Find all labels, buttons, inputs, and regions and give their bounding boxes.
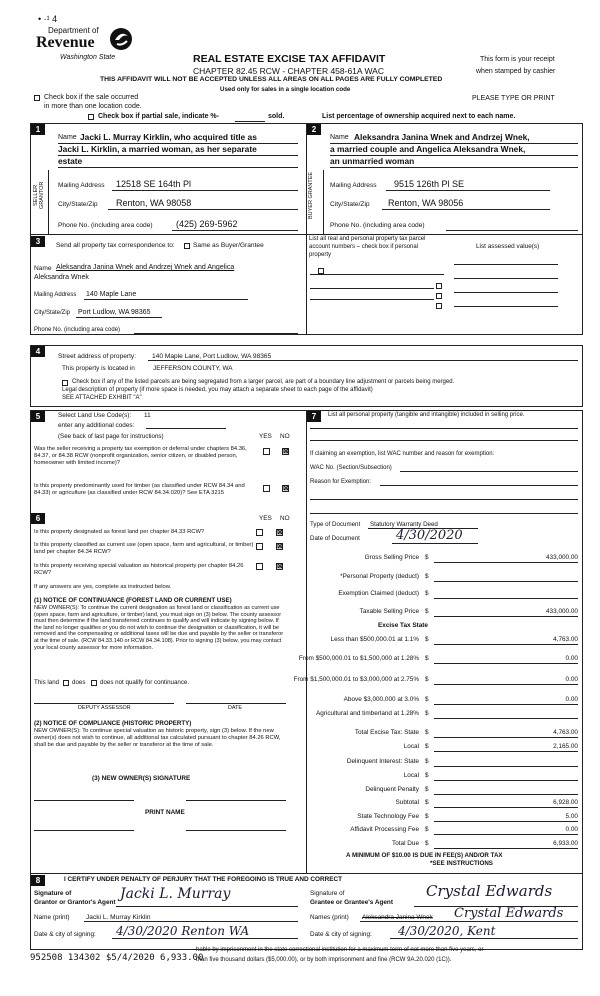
section-6-number: 6 xyxy=(31,513,45,524)
see-attached: SEE ATTACHED EXHIBIT "A" xyxy=(62,395,142,401)
buyer-name-label: Name xyxy=(330,134,349,141)
tax-row-line xyxy=(434,598,578,599)
tax-row-label: Local xyxy=(403,772,419,779)
tax-row-currency: $ xyxy=(425,758,429,765)
grantor-name[interactable]: Jacki L. Murray Kirklin xyxy=(86,914,151,921)
tax-row-line xyxy=(434,751,578,752)
partial-sale-sold: sold. xyxy=(268,113,285,120)
grantee-date[interactable]: 4/30/2020, Kent xyxy=(398,924,496,938)
multi-location-label-2: in more than one location code. xyxy=(44,103,142,110)
buyer-city[interactable]: Renton, WA 98056 xyxy=(388,198,464,208)
s6-q2-yes[interactable] xyxy=(256,543,263,550)
s5-q2-no[interactable]: ⊠ xyxy=(283,485,289,492)
dept-swirl-icon xyxy=(108,26,134,52)
tax-row-label: Agricultural and timberland at 1.28% xyxy=(315,710,419,717)
buyer-mailing-label: Mailing Address xyxy=(330,182,377,189)
seller-name-label: Name xyxy=(58,134,77,141)
parcel-header-1: List all real and personal property tax parcel xyxy=(309,236,426,242)
receipt-note-1: This form is your receipt xyxy=(480,56,555,63)
tax-row-line xyxy=(434,848,578,849)
s6-q4: If any answers are yes, complete as instructed below. xyxy=(34,584,172,590)
buyer-name-line3[interactable]: an unmarried woman xyxy=(330,156,415,166)
tax-row-label: Affidavit Processing Fee xyxy=(350,826,419,833)
section-2-number: 2 xyxy=(307,124,321,135)
grantee-sig-label-2: Grantee or Grantee's Agent xyxy=(310,899,393,906)
minimum-note-1: A MINIMUM OF $10.00 IS DUE IN FEE(S) AND/OR TAX xyxy=(346,852,503,859)
deputy-assessor-label: DEPUTY ASSESSOR xyxy=(78,705,131,711)
continuance-title: (1) NOTICE OF CONTINUANCE (FOREST LAND OR CURRENT USE) xyxy=(34,597,232,604)
s6-q1-yes[interactable] xyxy=(256,529,263,536)
tax-row-currency: $ xyxy=(425,710,429,717)
seller-side-label: SELLER GRANTOR xyxy=(33,181,45,209)
receipt-note-2: when stamped by cashier xyxy=(476,68,556,75)
tax-row-label: Gross Selling Price xyxy=(364,554,419,561)
multi-location-checkbox[interactable] xyxy=(34,95,40,101)
wac-no-label: WAC No. (Section/Subsection) xyxy=(310,465,392,471)
seller-phone[interactable]: (425) 269-5962 xyxy=(176,219,238,229)
tax-row-label: Less than $500,000.01 at 1.1% xyxy=(330,636,419,643)
parcel-checkbox-4[interactable] xyxy=(436,303,442,309)
tax-row-line xyxy=(434,766,578,767)
compliance-text: NEW OWNER(S): To continue special valuation as historic property, sign (3) below. If the new owner(s) does not wish to continue, all additional tax calculated pursuant to chapter 84.26 RCW, shall be due and payable by the seller or transferor at the time of sale. xyxy=(34,728,281,748)
parcel-checkbox-2[interactable] xyxy=(436,283,442,289)
tax-row-currency: $ xyxy=(425,573,429,580)
s5-q2-yes[interactable] xyxy=(263,485,270,492)
segregation-text: Check box if any of the listed parcels are being segregated from a larger parcel, are part of a boundary line adjustment or parcels being merged. xyxy=(72,379,455,385)
tax-row-line xyxy=(434,834,578,835)
tax-row-line xyxy=(434,663,578,664)
tax-row-value[interactable]: 5.00 xyxy=(565,813,578,820)
type-or-print: PLEASE TYPE OR PRINT xyxy=(472,95,555,102)
s6-q2-no[interactable]: ⊠ xyxy=(277,543,283,550)
tax-row-line xyxy=(434,807,578,808)
seller-city-label: City/State/Zip xyxy=(58,201,98,208)
s5-q1-yes[interactable] xyxy=(263,448,270,455)
buyer-phone-label: Phone No. (including area code) xyxy=(330,222,425,229)
does-not-checkbox[interactable] xyxy=(91,680,97,686)
dept-logo xyxy=(36,14,156,66)
grantee-name-struck: Aleksandra Janina Wnek xyxy=(362,914,433,921)
tax-row-value[interactable]: 0.00 xyxy=(565,655,578,662)
grantor-date-label: Date & city of signing: xyxy=(34,931,96,938)
grantee-sig-label-1: Signature of xyxy=(310,890,345,897)
logo-mark-dots: • ·¹ 4 xyxy=(38,14,58,24)
tax-row-currency: $ xyxy=(425,743,429,750)
doc-date-label: Date of Document xyxy=(310,535,360,542)
tax-row-label: Subtotal xyxy=(395,799,419,806)
ownership-pct-note: List percentage of ownership acquired next to each name. xyxy=(322,113,516,120)
corr-mailing[interactable]: 140 Maple Lane xyxy=(86,291,137,298)
reason-label: Reason for Exemption: xyxy=(310,479,372,485)
grantor-signature[interactable]: Jacki L. Murray xyxy=(120,886,231,902)
parcel-header-3: property xyxy=(309,252,332,258)
s5-yes-header: YES xyxy=(259,433,272,440)
tax-row-line xyxy=(434,562,578,563)
print-name-label: PRINT NAME xyxy=(145,809,185,816)
wac-claim-label: If claiming an exemption, list WAC number and reason for exemption: xyxy=(310,451,495,457)
same-as-buyer-label: Same as Buyer/Grantee xyxy=(193,242,264,249)
see-back-note: (See back of last page for instructions) xyxy=(58,433,164,440)
tax-row-label: Exemption Claimed (deduct) xyxy=(338,590,419,597)
partial-sale-label: Check box if partial sale, indicate %- xyxy=(98,113,219,120)
seller-city[interactable]: Renton, WA 98058 xyxy=(116,198,192,208)
s5-q1: Was the seller receiving a property tax exemption or deferral under chapters 84.36, 84.37, or 84.38 RCW (nonprofit organization, senior citizen, or disabled person, homeowner with limited income)? xyxy=(34,446,247,466)
grantor-date[interactable]: 4/30/2020 Renton WA xyxy=(116,924,250,938)
tax-row-label: Total Excise Tax: State xyxy=(354,729,419,736)
buyer-mailing[interactable]: 9515 126th Pl SE xyxy=(394,179,465,189)
compliance-title: (2) NOTICE OF COMPLIANCE (HISTORIC PROPERTY) xyxy=(34,720,192,727)
doc-type-value[interactable]: Statutory Warranty Deed xyxy=(370,521,438,528)
s6-no-header: NO xyxy=(280,515,290,522)
section-3-number: 3 xyxy=(31,236,45,247)
perjury-text-1: hable by imprisonment in the state correctional institution for a maximum term of not more than five years, or xyxy=(196,947,484,953)
section-1-number: 1 xyxy=(31,124,45,135)
s6-q1-no[interactable]: ⊠ xyxy=(277,529,283,536)
parcel-checkbox-3[interactable] xyxy=(436,293,442,299)
segregation-checkbox[interactable] xyxy=(62,380,68,386)
grantee-signature[interactable]: Crystal Edwards xyxy=(426,882,553,900)
tax-row-value[interactable]: 433,000.00 xyxy=(546,608,578,615)
corr-city-label: City/State/Zip xyxy=(34,310,71,316)
deputy-date-label: DATE xyxy=(228,705,242,711)
does-checkbox[interactable] xyxy=(63,680,69,686)
tax-row-label: Total Due xyxy=(392,840,419,847)
personal-property-label: List all personal property (tangible and intangible) included in selling price. xyxy=(328,412,525,418)
tax-row-label: From $500,000.01 to $1,500,000 at 1.28% xyxy=(298,655,419,662)
section-7-number: 7 xyxy=(307,411,321,422)
tax-row-value[interactable]: 433,000.00 xyxy=(546,554,578,561)
tax-row-currency: $ xyxy=(425,772,429,779)
form-title: REAL ESTATE EXCISE TAX AFFIDAVIT xyxy=(193,53,386,65)
corr-city[interactable]: Port Ludlow, WA 98365 xyxy=(78,309,151,316)
buyer-side-label: BUYER GRANTEE xyxy=(308,171,314,219)
tax-row-line xyxy=(434,704,578,705)
grantee-name[interactable]: Crystal Edwards xyxy=(454,906,564,921)
multi-location-label-1: Check box if the sale occurred xyxy=(44,94,139,101)
tax-row-value[interactable]: 6,933.00 xyxy=(553,840,578,847)
tax-row-line xyxy=(434,794,578,795)
s6-q3-no[interactable]: ⊠ xyxy=(277,563,283,570)
s6-q3-yes[interactable] xyxy=(256,563,263,570)
send-correspondence-label: Send all property tax correspondence to: xyxy=(56,242,175,249)
corr-name-line1[interactable]: Aleksandra Janina Wnek and Andrzej Wnek and Angelica xyxy=(56,264,235,271)
seller-name-line3[interactable]: estate xyxy=(58,156,83,166)
dept-name: Revenue xyxy=(36,34,95,51)
s5-q1-no[interactable]: ⊠ xyxy=(283,448,289,455)
tax-row-value[interactable]: 6,928.00 xyxy=(553,799,578,806)
seller-mailing[interactable]: 12518 SE 164th Pl xyxy=(116,179,192,189)
tax-row-value[interactable]: 4,763.00 xyxy=(553,729,578,736)
certify-text: I CERTIFY UNDER PENALTY OF PERJURY THAT THE FOREGOING IS TRUE AND CORRECT xyxy=(64,876,343,883)
tax-row-value[interactable]: 0.00 xyxy=(565,696,578,703)
tax-row-currency: $ xyxy=(425,813,429,820)
tax-row-currency: $ xyxy=(425,676,429,683)
does-not-label: does not qualify for continuance. xyxy=(100,679,190,686)
tax-row-value[interactable]: 0.00 xyxy=(565,676,578,683)
s6-yes-header: YES xyxy=(259,515,272,522)
tax-row-line xyxy=(434,718,578,719)
dept-state: Washington State xyxy=(60,54,116,61)
tax-row-line xyxy=(434,616,578,617)
additional-codes-label: enter any additional codes: xyxy=(58,422,135,429)
this-land-label: This land xyxy=(34,679,60,686)
s6-q3: Is this property receiving special valuation as historical property per chapter 84.26 RCW? xyxy=(34,563,244,576)
tax-row-label: Taxable Selling Price xyxy=(359,608,419,615)
assessed-header: List assessed value(s) xyxy=(476,243,540,250)
tax-row-currency: $ xyxy=(425,590,429,597)
tax-row-currency: $ xyxy=(425,840,429,847)
new-owner-signature-title: (3) NEW OWNER(S) SIGNATURE xyxy=(92,775,191,782)
partial-sale-checkbox[interactable] xyxy=(88,114,94,120)
tax-row-label: Local xyxy=(403,743,419,750)
tax-row-line xyxy=(434,737,578,738)
tax-row-label: From $1,500,000.01 to $3,000,000 at 2.75% xyxy=(293,676,419,683)
s6-q2: Is this property classified as current use (open space, farm and agricultural, or timber) land per chapter 84.34 RCW? xyxy=(34,542,254,555)
located-in-label: This property is located in xyxy=(62,365,135,372)
land-use-code[interactable]: 11 xyxy=(144,412,151,419)
corr-phone-label: Phone No. (including area code) xyxy=(34,327,121,333)
legal-text: Legal description of property (if more space is needed, you may attach a separate sheet to each page of the affidavit) xyxy=(62,387,373,393)
grantee-date-label: Date & city of signing: xyxy=(310,931,372,938)
grantor-sig-label-2: Grantor or Grantor's Agent xyxy=(34,899,116,906)
tax-row-line xyxy=(434,821,578,822)
doc-type-label: Type of Document xyxy=(310,521,361,528)
section-8-number: 8 xyxy=(31,875,45,886)
parcel-header-2: account numbers – check box if personal xyxy=(309,244,419,250)
section-5-number: 5 xyxy=(31,411,45,422)
partial-sale-pct-line[interactable] xyxy=(235,121,265,122)
tax-row-value[interactable]: 2,165.00 xyxy=(553,743,578,750)
tax-row-currency: $ xyxy=(425,608,429,615)
doc-date-value[interactable]: 4/30/2020 xyxy=(396,528,463,543)
tax-row-label: Delinquent Interest: State xyxy=(346,758,419,765)
seller-name-line1[interactable]: Jacki L. Murray Kirklin, who acquired title as xyxy=(80,132,257,142)
single-location-text: Used only for sales in a single location code xyxy=(220,86,351,93)
tax-row-currency: $ xyxy=(425,826,429,833)
tax-row-currency: $ xyxy=(425,554,429,561)
corr-name-line2[interactable]: Aleksandra Wnek xyxy=(34,274,89,281)
minimum-note-2: *SEE INSTRUCTIONS xyxy=(430,860,493,867)
recording-stamp: 952508 134302 $5/4/2020 6,933.00 xyxy=(30,953,204,963)
tax-row-line xyxy=(434,684,578,685)
tax-row-currency: $ xyxy=(425,799,429,806)
corr-name-label: Name xyxy=(34,265,52,272)
continuance-text: NEW OWNER(S): To continue the current designation as forest land or classification as current use (open space, farm and agriculture, or timber) land, you must sign on (3) below. The county assessor must then determine if the land transferred continues to qualify and will indicate by signing below. If the land no longer qualifies or you do not wish to continue the designation or classification, it will be removed and the compensating or additional taxes will be due and payable by the seller or transferor at the time of sale. (RCW 84.33.140 or RCW 84.34.108). Prior to signing (3) below, you may contact your local county assessor for more information. xyxy=(34,605,284,651)
section-4-number: 4 xyxy=(31,346,45,357)
s5-q2: Is this property predominantly used for timber (as classified under RCW 84.34 and 84.33) or agriculture (as classified under RCW 84.34.020)? See ETA 3215 xyxy=(34,483,245,496)
seller-mailing-label: Mailing Address xyxy=(58,182,105,189)
buyer-name-line1[interactable]: Aleksandra Janina Wnek and Andrzej Wnek, xyxy=(354,132,530,142)
street-value[interactable]: 140 Maple Lane, Port Ludlow, WA 98365 xyxy=(152,353,272,360)
seller-phone-label: Phone No. (including area code) xyxy=(58,222,153,229)
land-use-label: Select Land Use Code(s): xyxy=(58,412,132,419)
tax-row-value[interactable]: 4,763.00 xyxy=(553,636,578,643)
tax-row-currency: $ xyxy=(425,729,429,736)
excise-header: Excise Tax State xyxy=(378,622,428,629)
street-label: Street address of property: xyxy=(58,353,137,360)
grantor-sig-label-1: Signature of xyxy=(34,890,72,897)
corr-mailing-label: Mailing Address xyxy=(34,292,77,298)
tax-row-currency: $ xyxy=(425,696,429,703)
tax-row-label: State Technology Fee xyxy=(357,813,419,820)
seller-name-line2[interactable]: Jacki L. Kirklin, a married woman, as her separate xyxy=(58,144,257,154)
tax-row-label: Above $3,000,000 at 3.0% xyxy=(343,696,419,703)
tax-row-label: Delinquent Penalty xyxy=(365,786,419,793)
tax-row-label: *Personal Property (deduct) xyxy=(340,573,419,580)
same-as-buyer-checkbox[interactable] xyxy=(184,243,190,249)
form-subtitle: CHAPTER 82.45 RCW - CHAPTER 458-61A WAC xyxy=(193,66,384,76)
tax-row-currency: $ xyxy=(425,786,429,793)
tax-row-line xyxy=(434,581,578,582)
warning-text: THIS AFFIDAVIT WILL NOT BE ACCEPTED UNLESS ALL AREAS ON ALL PAGES ARE FULLY COMPLETED xyxy=(100,76,443,83)
buyer-city-label: City/State/Zip xyxy=(330,201,370,208)
tax-row-currency: $ xyxy=(425,636,429,643)
perjury-text-2: than five thousand dollars ($5,000.00), or by both imprisonment and fine (RCW 9A.20.020 (1C)). xyxy=(196,957,452,963)
dept-prefix: Department of xyxy=(48,26,99,35)
county-value[interactable]: JEFFERSON COUNTY, WA xyxy=(153,365,233,372)
s5-no-header: NO xyxy=(280,433,290,440)
grantee-name-label: Names (print) xyxy=(310,914,349,921)
tax-row-line xyxy=(434,780,578,781)
tax-row-value[interactable]: 0.00 xyxy=(565,826,578,833)
grantor-name-label: Name (print) xyxy=(34,914,70,921)
does-label: does xyxy=(72,679,86,686)
buyer-name-line2[interactable]: a married couple and Angelica Aleksandra Wnek, xyxy=(330,144,526,154)
tax-row-line xyxy=(434,644,578,645)
s6-q1: Is this property designated as forest land per chapter 84.33 RCW? xyxy=(34,529,205,535)
tax-row-currency: $ xyxy=(425,655,429,662)
buyer-phone-field[interactable] xyxy=(446,230,578,231)
